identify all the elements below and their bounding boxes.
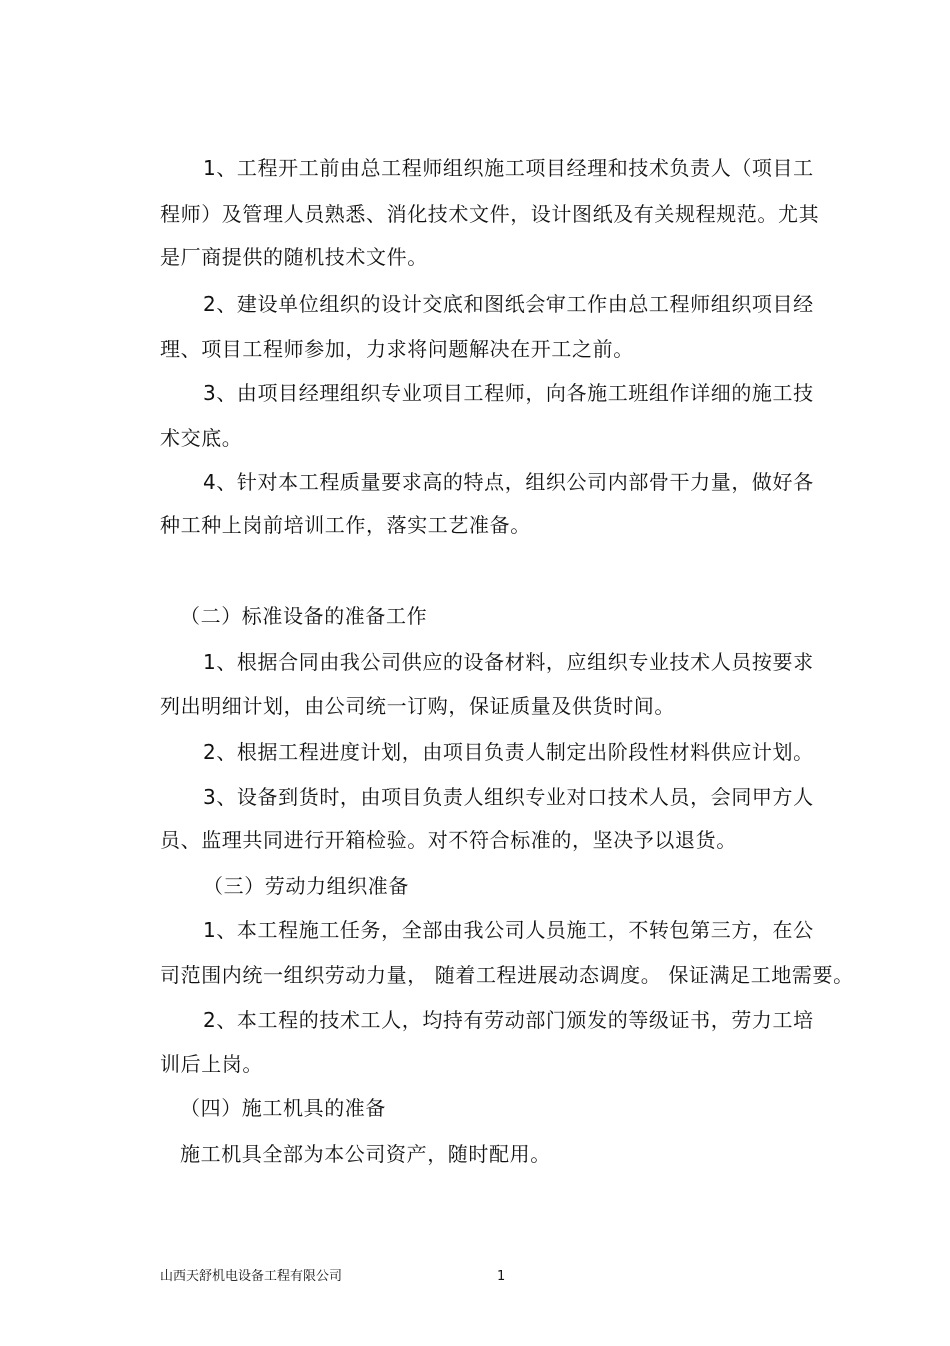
paragraph-4-line-1: 4、针对本工程质量要求高的特点，组织公司内部骨干力量，做好各 <box>203 470 814 494</box>
paragraph-3-line-1: 3、由项目经理组织专业项目工程师，向各施工班组作详细的施工技 <box>203 381 814 405</box>
section-heading-2: （二）标准设备的准备工作 <box>180 604 428 628</box>
section-2-item-2: 2、根据工程进度计划，由项目负责人制定出阶段性材料供应计划。 <box>203 740 814 764</box>
paragraph-1-line-2: 程师）及管理人员熟悉、消化技术文件，设计图纸及有关规程规范。尤其 <box>160 202 820 226</box>
paragraph-1-line-3: 是厂商提供的随机技术文件。 <box>160 245 428 269</box>
section-2-item-3-line-2: 员、监理共同进行开箱检验。对不符合标准的，坚决予以退货。 <box>160 828 737 852</box>
paragraph-2-line-1: 2、建设单位组织的设计交底和图纸会审工作由总工程师组织项目经 <box>203 292 814 316</box>
section-heading-4: （四）施工机具的准备 <box>180 1096 386 1120</box>
section-2-item-1-line-2: 列出明细计划，由公司统一订购，保证质量及供货时间。 <box>160 694 675 718</box>
section-3-item-1-line-2: 司范围内统一组织劳动力量， 随着工程进展动态调度。 保证满足工地需要。 <box>160 963 854 987</box>
section-2-item-3-line-1: 3、设备到货时，由项目负责人组织专业对口技术人员，会同甲方人 <box>203 785 814 809</box>
section-4-text: 施工机具全部为本公司资产，随时配用。 <box>180 1142 551 1166</box>
paragraph-4-line-2: 种工种上岗前培训工作，落实工艺准备。 <box>160 513 531 537</box>
paragraph-3-line-2: 术交底。 <box>160 426 243 450</box>
section-3-item-2-line-2: 训后上岗。 <box>160 1052 263 1076</box>
paragraph-1-line-1: 1、工程开工前由总工程师组织施工项目经理和技术负责人（项目工 <box>203 156 814 180</box>
paragraph-2-line-2: 理、项目工程师参加，力求将问题解决在开工之前。 <box>160 337 634 361</box>
section-heading-3: （三）劳动力组织准备 <box>203 874 409 898</box>
footer-page-number: 1 <box>497 1269 506 1284</box>
section-2-item-1-line-1: 1、根据合同由我公司供应的设备材料，应组织专业技术人员按要求 <box>203 650 814 674</box>
section-3-item-2-line-1: 2、本工程的技术工人，均持有劳动部门颁发的等级证书，劳力工培 <box>203 1008 814 1032</box>
section-3-item-1-line-1: 1、本工程施工任务，全部由我公司人员施工，不转包第三方，在公 <box>203 918 814 942</box>
footer-company-name: 山西天舒机电设备工程有限公司 <box>160 1269 343 1284</box>
